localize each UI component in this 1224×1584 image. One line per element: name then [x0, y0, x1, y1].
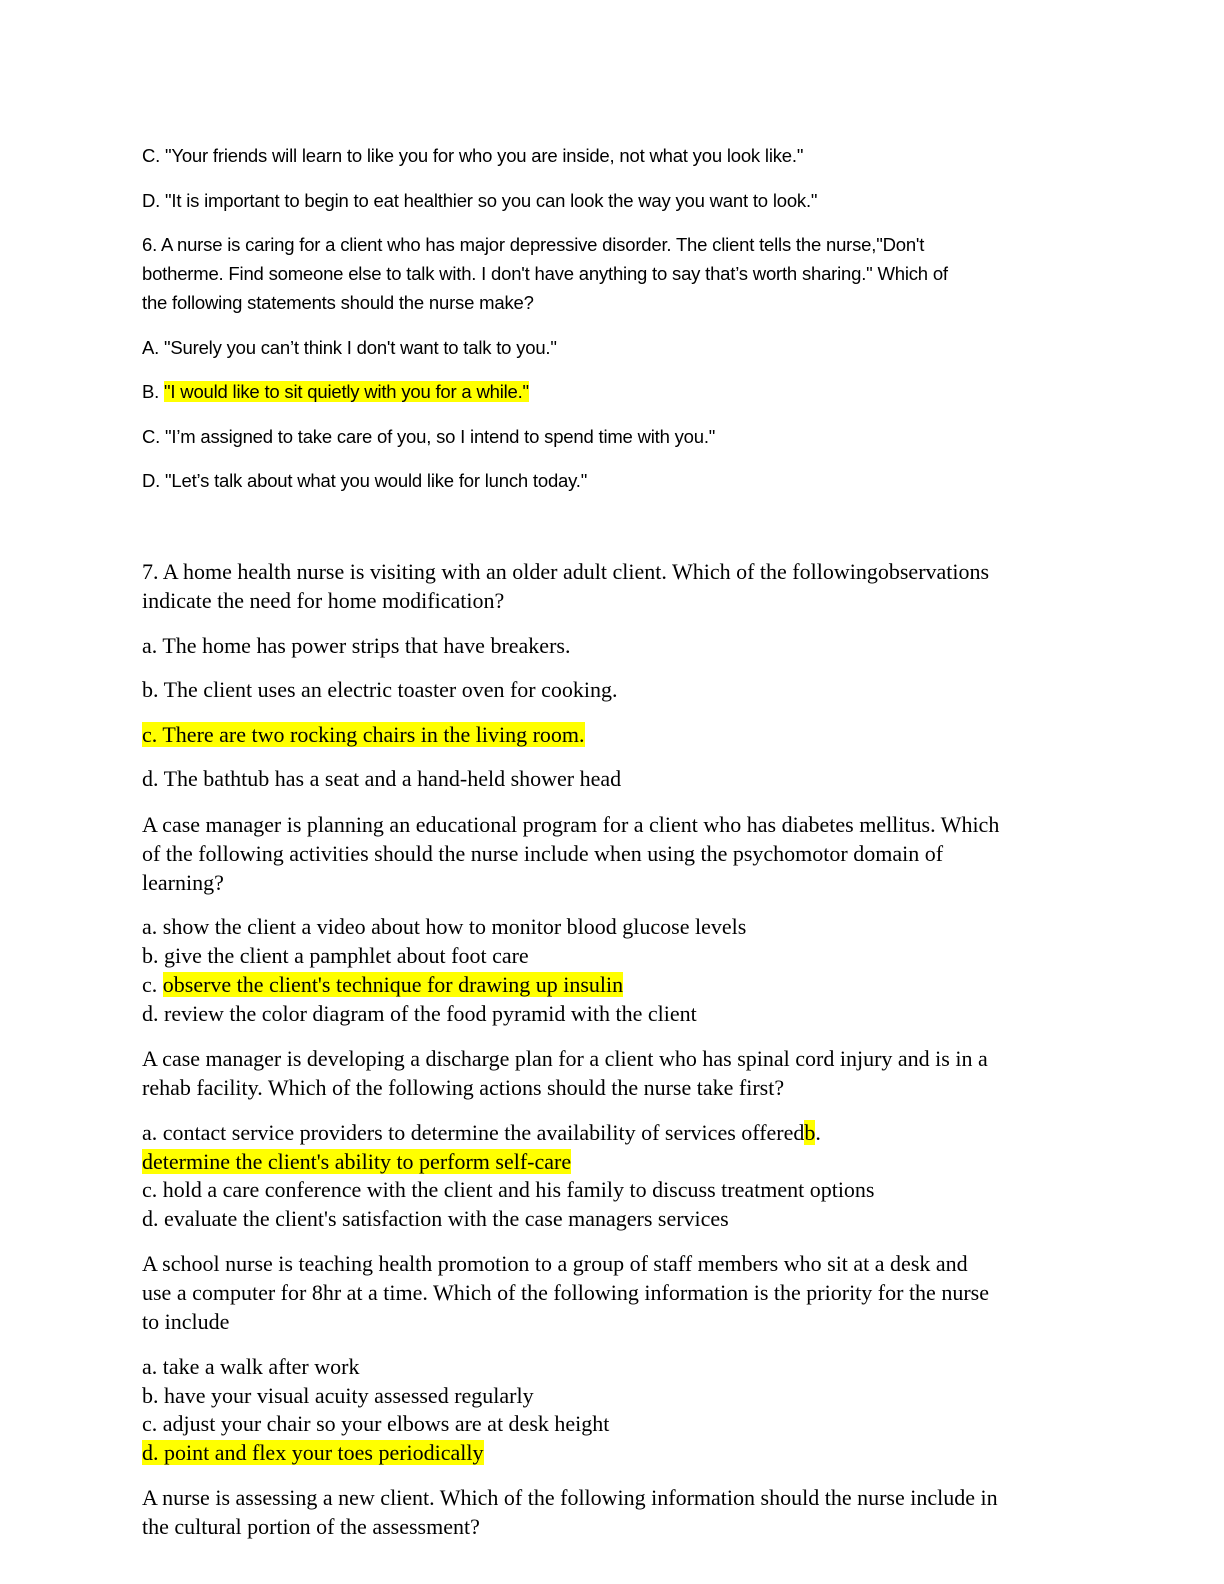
q8-option-c-highlighted-answer: observe the client's technique for drawing up insulin [162, 972, 624, 997]
q8-option-c [142, 972, 623, 998]
q7-option-c [142, 722, 585, 748]
q10-option-d-highlighted-answer: d. point and flex your toes periodically [142, 1440, 484, 1465]
q10-stem-line1: A school nurse is teaching health promotion to a group of staff members who sit at a desk and [142, 1251, 968, 1276]
q10-option-c: c. adjust your chair so your elbows are at desk height [142, 1411, 610, 1436]
q11-stem-line2: the cultural portion of the assessment? [142, 1514, 480, 1539]
q7-stem-line2: indicate the need for home modification? [142, 588, 505, 613]
q6-option-d: D. "Let’s talk about what you would like for lunch today." [142, 470, 588, 491]
q8-stem-line3: learning? [142, 870, 224, 895]
q6-option-b-highlighted-answer: "I would like to sit quietly with you for a while." [164, 381, 529, 402]
q10-option-a: a. take a walk after work [142, 1354, 360, 1379]
q7-stem-line1: 7. A home health nurse is visiting with an older adult client. Which of the followingobservations [142, 559, 990, 584]
q7-option-a: a. The home has power strips that have breakers. [142, 633, 571, 658]
q10-stem-line2: use a computer for 8hr at a time. Which of the following information is the priority for the nurse [142, 1280, 989, 1305]
q9-option-a [142, 1120, 821, 1146]
q9-option-d: d. evaluate the client's satisfaction with the case managers services [142, 1206, 729, 1231]
q9-option-b-highlighted-answer: determine the client's ability to perform self-care [142, 1149, 572, 1174]
q7-option-b: b. The client uses an electric toaster oven for cooking. [142, 677, 618, 702]
q8-option-d: d. review the color diagram of the food pyramid with the client [142, 1001, 697, 1026]
q7-option-c-highlighted-answer: c. There are two rocking chairs in the living room. [142, 722, 585, 747]
q6-option-c: C. "I’m assigned to take care of you, so I intend to spend time with you." [142, 426, 716, 447]
q8-stem-line1: A case manager is planning an educational program for a client who has diabetes mellitus. Which [142, 812, 1000, 837]
q10-stem-line3: to include [142, 1309, 230, 1334]
q9-option-a-text: a. contact service providers to determine the availability of services offered [142, 1120, 805, 1145]
q9-stem-line2: rehab facility. Which of the following actions should the nurse take first? [142, 1075, 785, 1100]
q9-stem-line1: A case manager is developing a discharge plan for a client who has spinal cord injury and is in a [142, 1046, 988, 1071]
q9-option-a-period: . [815, 1120, 821, 1145]
q10-option-b: b. have your visual acuity assessed regularly [142, 1383, 534, 1408]
q8-option-b: b. give the client a pamphlet about foot care [142, 943, 529, 968]
q6-stem-line2: botherme. Find someone else to talk with. I don't have anything to say that’s worth sharing." Which of [142, 263, 948, 284]
q6-option-b-prefix: B. [142, 381, 165, 402]
q8-option-c-prefix: c. [142, 972, 163, 997]
q5-option-d: D. "It is important to begin to eat healthier so you can look the way you want to look." [142, 190, 818, 211]
q8-option-a: a. show the client a video about how to monitor blood glucose levels [142, 914, 747, 939]
q6-option-b [142, 381, 529, 403]
q11-stem-line1: A nurse is assessing a new client. Which of the following information should the nurse include in [142, 1485, 998, 1510]
q9-option-c: c. hold a care conference with the client and his family to discuss treatment options [142, 1177, 875, 1202]
q9-option-b [142, 1149, 571, 1175]
q8-stem-line2: of the following activities should the nurse include when using the psychomotor domain of [142, 841, 944, 866]
q9-option-b-letter-highlight: b [804, 1120, 816, 1145]
q7-option-d: d. The bathtub has a seat and a hand-held shower head [142, 766, 622, 791]
q6-stem-line3: the following statements should the nurse make? [142, 292, 534, 313]
q6-stem-line1: 6. A nurse is caring for a client who has major depressive disorder. The client tells the nurse,"Don't [142, 234, 925, 255]
q5-option-c: C. "Your friends will learn to like you for who you are inside, not what you look like." [142, 145, 804, 166]
q6-option-a: A. "Surely you can’t think I don't want to talk to you." [142, 337, 557, 358]
q10-option-d [142, 1440, 484, 1466]
